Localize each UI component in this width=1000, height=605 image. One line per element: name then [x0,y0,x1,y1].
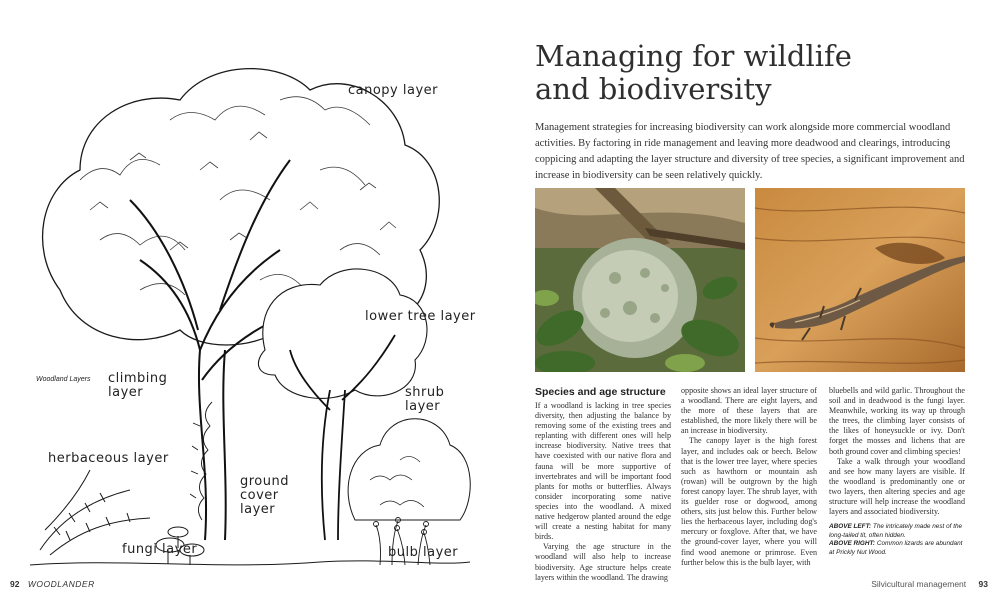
col2-paragraph-2: The canopy layer is the high forest layer, and includes oak or beech. Below that is the lower tree layer, where species such as hawthorn or mountain ash (rowan) will be outgrown by the high forest canopy layer. The shrub layer, with its guelder rose or dogwood, among others, sits just below this. Further below lies the herbaceous layer, including dog's mercury or foxglove. After that, we have the ground-cover layer, where you will find wood anemone or primrose. Even further below this is the bulb layer, with [681,436,817,567]
col1-paragraph-2: Varying the age structure in the woodland will also help to increase biodiversity. Age structure helps create layers within the woodland. The drawing [535,542,671,582]
caption-left-label: ABOVE LEFT: [829,523,872,531]
right-page [500,0,1000,605]
col3-paragraph-2: Take a walk through your woodland and see how many layers are visible. If the woodland is predominantly one or two layers, then altering species and age structure will help increase the woodland layers and associated biodiversity. [829,456,965,517]
section-subhead: Species and age structure [535,386,666,398]
caption-right-text: Common lizards are abundant at Prickly Nut Wood. [829,540,963,556]
caption-right-label: ABOVE RIGHT: [829,540,876,548]
lizard-photo [755,188,965,372]
label-shrub-layer: shrub layer [405,385,445,414]
nest-photo [535,188,745,372]
running-head: WOODLANDER [27,579,95,589]
label-herbaceous-layer: herbaceous layer [48,451,169,466]
col2-paragraph-1: opposite shows an ideal layer structure of a woodland. There are eight layers, and the more of these layers that are established, the more likely there will be an increase in biodiversity. [681,386,817,436]
title-line-2: and biodiversity [535,72,772,106]
left-footer [10,579,95,589]
label-climbing-layer: climbing layer [108,371,168,400]
article-intro: Management strategies for increasing biodiversity can work alongside more commercial woodland activities. By factoring in ride management and leaving more deadwood and clearings, introducing coppicing and adapting the layer structure and diversity of tree species, a significant improvement and increase in biodiversity can be seen relatively quickly. [535,122,965,181]
label-bulb-layer: bulb layer [388,545,459,560]
body-column-2 [681,386,817,568]
right-footer [871,579,988,589]
illustration-caption: Woodland Layers [36,376,91,383]
right-page-number: 93 [978,579,988,589]
col1-paragraph-1: If a woodland is lacking in tree species diversity, then adjusting the balance by removing some of the existing trees and replanting with different ones will help increase biodiversity. Native trees that have coexisted with our native flora and fauna will be more supportive of invertebrates and will be important food plants for moths or butterflies. Always consider incorporating some native species into the woodland. A mixed native hedgerow planted around the edge will create a nesting habitat for many birds. [535,401,671,542]
article-title [535,40,975,106]
photo-captions [829,523,965,557]
label-fungi-layer: fungi layer [122,542,198,557]
caption-left-text: The intricately made nest of the long-tailed tit, often hidden. [829,523,963,539]
label-ground-cover-layer: ground cover layer [240,474,289,517]
label-lower-tree-layer: lower tree layer [365,309,476,324]
label-canopy-layer: canopy layer [348,83,438,98]
caption-above-left [829,523,965,540]
article-body [535,386,965,582]
left-page-number: 92 [10,579,20,589]
section-name: Silvicultural management [871,579,967,589]
caption-above-right [829,540,965,557]
title-line-1: Managing for wildlife [535,39,852,73]
body-column-3 [829,386,965,557]
body-column-1 [535,386,671,583]
col3-paragraph-1: bluebells and wild garlic. Throughout the soil and in deadwood is the fungi layer. Meanwhile, working its way up through the trees, the climbing layer consists of the likes of honeysuckle or ivy. Don't forget the mosses and lichens that are both ground cover and climbing species! [829,386,965,456]
